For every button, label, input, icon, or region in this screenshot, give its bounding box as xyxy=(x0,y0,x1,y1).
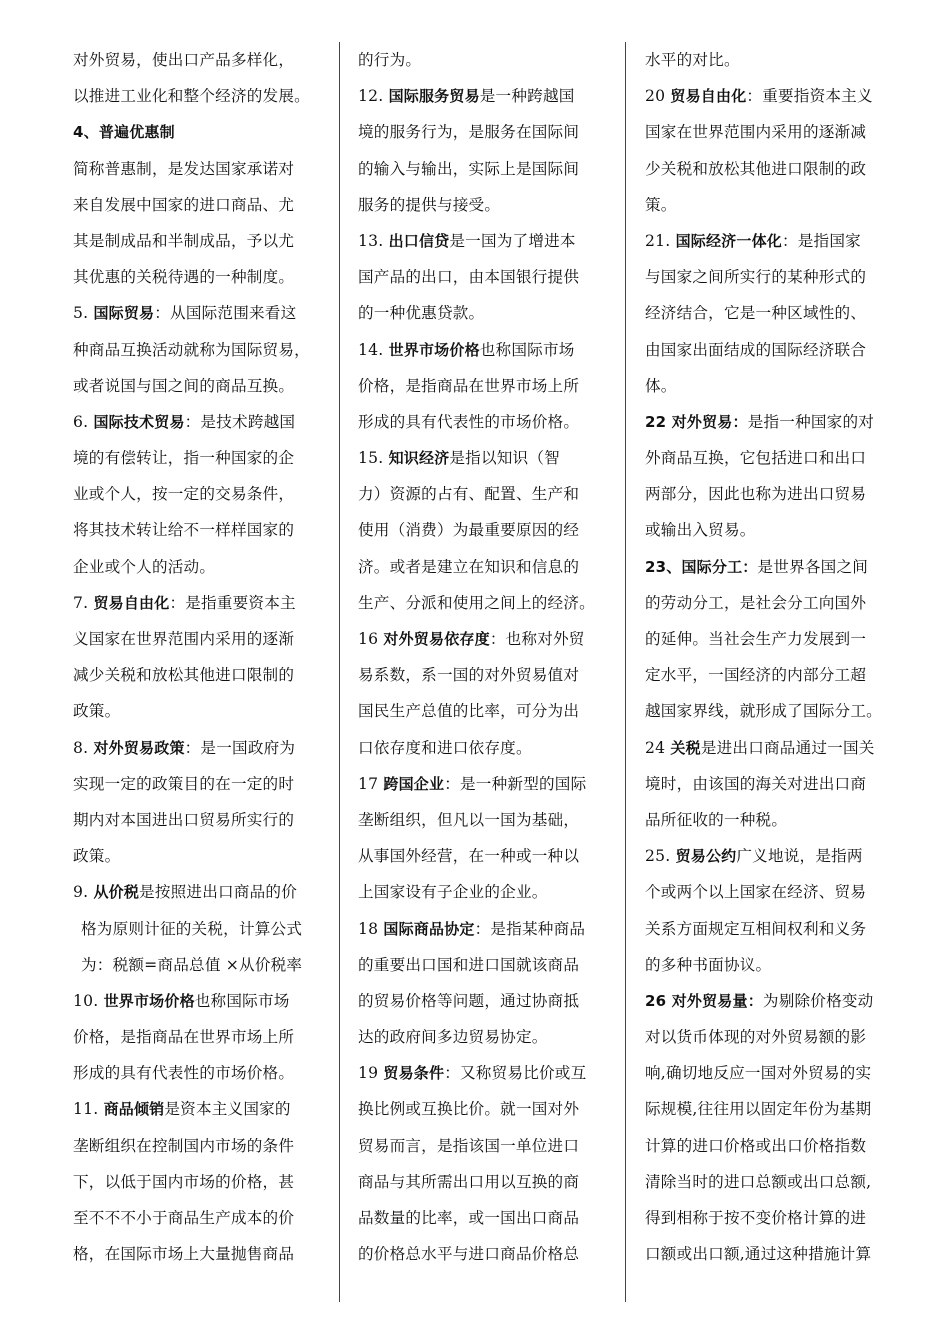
text-line xyxy=(358,78,608,114)
text-line xyxy=(358,585,608,621)
text-line xyxy=(358,983,608,1019)
text-line xyxy=(73,1164,323,1200)
text-line xyxy=(358,295,608,331)
text-line xyxy=(645,947,895,983)
line-prefix: 5. xyxy=(73,304,94,323)
text-line xyxy=(73,1055,323,1091)
line-text: 是一种跨越国 xyxy=(479,87,575,106)
text-line xyxy=(358,947,608,983)
text-line xyxy=(645,259,895,295)
line-text: ：是一种新型的国际 xyxy=(444,774,587,793)
text-line xyxy=(358,512,608,548)
line-text: 换比例或互换比价。就一国对外 xyxy=(358,1100,580,1119)
line-text: 国民生产总值的比率，可分为出 xyxy=(358,702,580,721)
line-text: 是按照进出口商品的价 xyxy=(139,883,297,902)
text-line xyxy=(358,368,608,404)
text-line xyxy=(645,911,895,947)
line-text: 下，以低于国内市场的价格，甚 xyxy=(73,1172,295,1191)
text-line xyxy=(73,766,323,802)
line-text: 境的有偿转让，指一种国家的企 xyxy=(73,449,295,468)
text-line xyxy=(73,947,323,983)
text-line xyxy=(358,838,608,874)
line-text: 的输入与输出，实际上是国际间 xyxy=(358,159,580,178)
text-line xyxy=(358,1200,608,1236)
line-text: 际规模,往往用以固定年份为基期 xyxy=(645,1100,872,1119)
text-column-1 xyxy=(73,42,323,1272)
line-text: 的价格总水平与进口商品价格总 xyxy=(358,1245,580,1264)
line-prefix: 19 xyxy=(358,1064,384,1083)
text-line xyxy=(73,151,323,187)
line-text: 义国家在世界范围内采用的逐渐 xyxy=(73,630,295,648)
text-line xyxy=(645,1200,895,1236)
line-prefix: 16 xyxy=(358,630,384,648)
line-text: 种商品互换活动就称为国际贸易， xyxy=(73,340,310,359)
text-line xyxy=(358,151,608,187)
term-heading: 对外贸易依存度 xyxy=(383,630,490,648)
text-line xyxy=(358,114,608,150)
line-text: 减少关税和放松其他进口限制的 xyxy=(73,666,295,685)
line-prefix: 25. xyxy=(645,847,676,866)
text-line xyxy=(645,1091,895,1127)
text-line xyxy=(358,621,608,657)
term-heading: 23、国际分工： xyxy=(645,557,758,576)
line-text: 期内对本国进出口贸易所实行的 xyxy=(73,810,295,829)
line-text: 两部分，因此也称为进出口贸易 xyxy=(645,485,867,504)
line-text: 策。 xyxy=(645,195,677,214)
line-prefix: 18 xyxy=(358,919,384,938)
line-text: 水平的对比。 xyxy=(645,51,740,69)
text-line xyxy=(358,1019,608,1055)
line-prefix: 11. xyxy=(73,1100,104,1119)
text-line xyxy=(358,1236,608,1272)
line-prefix: 13. xyxy=(358,231,389,250)
text-line xyxy=(645,585,895,621)
term-heading: 4、普遍优惠制 xyxy=(73,123,175,142)
line-text: 来自发展中国家的进口商品、尤 xyxy=(73,195,295,214)
line-text: 由国家出面结成的国际经济联合 xyxy=(645,340,867,359)
column-divider xyxy=(339,42,340,1302)
line-text: 价格，是指商品在世界市场上所 xyxy=(358,376,580,395)
line-text: 上国家设有子企业的企业。 xyxy=(358,883,548,902)
line-text: 定水平，一国经济的内部分工超 xyxy=(645,666,867,685)
term-heading: 世界市场价格 xyxy=(103,991,195,1010)
line-text: ：是指重要资本主 xyxy=(169,593,296,612)
line-text: 为：税额=商品总值 ×从价税率 xyxy=(81,955,303,974)
text-line xyxy=(73,911,323,947)
line-text: 政策。 xyxy=(73,702,121,721)
term-heading: 世界市场价格 xyxy=(388,340,480,359)
text-line xyxy=(73,404,323,440)
term-heading: 贸易自由化 xyxy=(670,87,747,106)
term-heading: 关税 xyxy=(670,738,701,757)
text-line xyxy=(358,440,608,476)
text-line xyxy=(73,259,323,295)
text-line xyxy=(73,1019,323,1055)
line-prefix: 14. xyxy=(358,340,389,359)
line-text: 是指以知识（智 xyxy=(449,449,560,468)
text-line xyxy=(73,295,323,331)
line-text: 的重要出口国和进口国就该商品 xyxy=(358,955,580,974)
line-prefix: 6. xyxy=(73,412,94,431)
text-line xyxy=(645,404,895,440)
text-line xyxy=(358,911,608,947)
line-prefix: 8. xyxy=(73,738,94,757)
text-line xyxy=(73,1236,323,1272)
line-text: 是进出口商品通过一国关 xyxy=(700,738,875,757)
text-line xyxy=(73,657,323,693)
line-text: 的行为。 xyxy=(358,51,422,69)
line-text: 或者说国与国之间的商品互换。 xyxy=(73,376,295,395)
line-text: 使用（消费）为最重要原因的经 xyxy=(358,521,580,540)
line-text: 与国家之间所实行的某种形式的 xyxy=(645,268,867,287)
text-line xyxy=(73,187,323,223)
line-text: 将其技术转让给不一样样国家的 xyxy=(73,521,295,540)
line-text: 格，在国际市场上大量抛售商品 xyxy=(73,1245,295,1264)
text-line xyxy=(645,1128,895,1164)
text-line xyxy=(645,512,895,548)
line-text: ：是一国政府为 xyxy=(184,738,296,757)
text-line xyxy=(73,585,323,621)
text-line xyxy=(645,440,895,476)
text-line xyxy=(73,983,323,1019)
text-line xyxy=(73,368,323,404)
text-line xyxy=(645,332,895,368)
text-line xyxy=(73,114,323,150)
text-line xyxy=(358,766,608,802)
line-text: 国家在世界范围内采用的逐渐减 xyxy=(645,123,867,142)
line-text: 体。 xyxy=(645,376,677,395)
term-heading: 对外贸易政策 xyxy=(93,738,185,757)
line-prefix: 12. xyxy=(358,87,389,106)
term-heading: 跨国企业 xyxy=(383,774,445,793)
line-text: 简称普惠制，是发达国家承诺对 xyxy=(73,159,295,178)
line-text: 也称国际市场 xyxy=(479,340,575,359)
line-prefix: 10. xyxy=(73,991,104,1010)
line-text: 得到相称于按不变价格计算的进 xyxy=(645,1209,867,1227)
text-line xyxy=(645,151,895,187)
text-line xyxy=(73,440,323,476)
text-line xyxy=(645,838,895,874)
text-line xyxy=(645,114,895,150)
line-text: ：重要指资本主义 xyxy=(746,87,873,106)
line-text: 为剔除价格变动 xyxy=(762,991,874,1010)
line-text: ：是指国家 xyxy=(781,231,861,250)
line-text: 其优惠的关税待遇的一种制度。 xyxy=(73,268,295,287)
line-text: 形成的具有代表性的市场价格。 xyxy=(358,412,580,431)
line-text: 服务的提供与接受。 xyxy=(358,195,501,214)
text-line xyxy=(645,1164,895,1200)
line-text: 济。或者是建立在知识和信息的 xyxy=(358,557,580,576)
line-text: 经济结合，它是一种区域性的、 xyxy=(645,304,867,323)
text-line xyxy=(358,1091,608,1127)
line-text: 其是制成品和半制成品，予以尤 xyxy=(73,231,295,250)
text-line xyxy=(358,693,608,729)
text-line xyxy=(645,187,895,223)
term-heading: 22 对外贸易： xyxy=(645,412,748,431)
line-text: 个或两个以上国家在经济、贸易 xyxy=(645,883,867,902)
text-line xyxy=(358,332,608,368)
text-line xyxy=(645,476,895,512)
text-line xyxy=(73,1091,323,1127)
text-line xyxy=(358,1055,608,1091)
text-line xyxy=(358,874,608,910)
term-heading: 出口信贷 xyxy=(388,231,450,250)
line-text: 的一种优惠贷款。 xyxy=(358,304,485,323)
text-line xyxy=(358,187,608,223)
term-heading: 26 对外贸易量： xyxy=(645,991,763,1010)
line-text: ：是技术跨越国 xyxy=(184,412,296,431)
term-heading: 贸易条件 xyxy=(383,1064,445,1083)
text-line xyxy=(73,621,323,657)
text-line xyxy=(645,1019,895,1055)
line-text: 口依存度和进口依存度。 xyxy=(358,738,532,757)
text-line xyxy=(645,42,895,78)
text-line xyxy=(73,730,323,766)
line-text: 的多种书面协议。 xyxy=(645,955,772,974)
text-line xyxy=(645,766,895,802)
text-line xyxy=(645,549,895,585)
term-heading: 从价税 xyxy=(93,883,140,902)
line-text: 是一国为了增进本 xyxy=(449,231,576,250)
text-line xyxy=(73,693,323,729)
line-text: 外商品互换，它包括进口和出口 xyxy=(645,449,867,468)
line-text: 商品与其所需出口用以互换的商 xyxy=(358,1172,580,1191)
line-text: 对外贸易，使出口产品多样化， xyxy=(73,51,295,69)
text-line xyxy=(645,368,895,404)
line-text: 是世界各国之间 xyxy=(757,557,869,576)
term-heading: 贸易自由化 xyxy=(93,593,170,612)
line-text: 品数量的比率，或一国出口商品 xyxy=(358,1209,580,1227)
text-line xyxy=(73,42,323,78)
text-line xyxy=(358,1128,608,1164)
term-heading: 国际技术贸易 xyxy=(93,412,185,431)
text-line xyxy=(358,42,608,78)
line-text: 垄断组织在控制国内市场的条件 xyxy=(73,1136,295,1155)
line-text: 越国家界线，就形成了国际分工。 xyxy=(645,702,882,721)
text-line xyxy=(73,223,323,259)
line-text: 少关税和放松其他进口限制的政 xyxy=(645,159,867,178)
text-line xyxy=(645,223,895,259)
line-text: 响,确切地反应一国对外贸易的实 xyxy=(645,1064,872,1083)
term-heading: 国际服务贸易 xyxy=(388,87,480,106)
text-line xyxy=(645,983,895,1019)
text-line xyxy=(358,549,608,585)
line-prefix: 9. xyxy=(73,883,94,902)
line-text: ：也称对外贸 xyxy=(489,630,585,648)
text-line xyxy=(645,78,895,114)
term-heading: 国际商品协定 xyxy=(383,919,475,938)
text-line xyxy=(358,802,608,838)
line-text: 对以货币体现的对外贸易额的影 xyxy=(645,1028,867,1047)
text-line xyxy=(73,78,323,114)
line-text: ：又称贸易比价或互 xyxy=(444,1064,587,1083)
line-text: 从事国外经营，在一种或一种以 xyxy=(358,847,580,866)
line-text: 力）资源的占有、配置、生产和 xyxy=(358,485,580,504)
line-text: 关系方面规定互相间权利和义务 xyxy=(645,919,867,938)
line-text: 是资本主义国家的 xyxy=(164,1100,291,1119)
line-text: 以推进工业化和整个经济的发展。 xyxy=(73,87,310,106)
text-column-3 xyxy=(645,42,895,1272)
line-text: 计算的进口价格或出口价格指数 xyxy=(645,1136,867,1155)
text-line xyxy=(73,1200,323,1236)
text-line xyxy=(645,1236,895,1272)
line-text: 国产品的出口，由本国银行提供 xyxy=(358,268,580,287)
line-text: 境的服务行为，是服务在国际间 xyxy=(358,123,580,142)
line-text: 实现一定的政策目的在一定的时 xyxy=(73,774,295,793)
text-line xyxy=(73,332,323,368)
text-line xyxy=(73,549,323,585)
line-text: 形成的具有代表性的市场价格。 xyxy=(73,1064,295,1083)
line-text: 的贸易价格等问题，通过协商抵 xyxy=(358,991,580,1010)
line-prefix: 24 xyxy=(645,738,671,757)
column-divider xyxy=(625,42,626,1302)
text-line xyxy=(645,802,895,838)
text-line xyxy=(358,404,608,440)
line-text: 品所征收的一种税。 xyxy=(645,810,788,829)
line-text: 是指一种国家的对 xyxy=(747,412,875,431)
line-text: 清除当时的进口总额或出口总额, xyxy=(645,1172,872,1191)
text-line xyxy=(73,838,323,874)
line-text: ：是指某种商品 xyxy=(474,919,586,938)
text-line xyxy=(645,874,895,910)
line-text: 广义地说，是指两 xyxy=(736,847,863,866)
term-heading: 国际经济一体化 xyxy=(675,231,782,250)
text-line xyxy=(73,476,323,512)
text-line xyxy=(645,295,895,331)
line-text: 境时，由该国的海关对进出口商 xyxy=(645,774,867,793)
text-line xyxy=(645,693,895,729)
line-text: 生产、分派和使用之间上的经济。 xyxy=(358,593,595,612)
line-text: 企业或个人的活动。 xyxy=(73,557,216,576)
text-column-2 xyxy=(358,42,608,1272)
text-line xyxy=(645,1055,895,1091)
line-text: 至不不不小于商品生产成本的价 xyxy=(73,1209,295,1227)
term-heading: 知识经济 xyxy=(388,449,450,468)
text-line xyxy=(358,657,608,693)
line-prefix: 17 xyxy=(358,774,384,793)
text-line xyxy=(645,657,895,693)
text-line xyxy=(358,1164,608,1200)
text-line xyxy=(645,730,895,766)
text-line xyxy=(358,476,608,512)
line-text: 业或个人，按一定的交易条件， xyxy=(73,485,295,504)
text-line xyxy=(645,621,895,657)
text-line xyxy=(358,223,608,259)
term-heading: 贸易公约 xyxy=(675,847,737,866)
line-prefix: 20 xyxy=(645,87,671,106)
line-text: ：从国际范围来看这 xyxy=(154,304,297,323)
line-text: 政策。 xyxy=(73,847,121,866)
text-line xyxy=(73,1128,323,1164)
line-text: 的劳动分工，是社会分工向国外 xyxy=(645,593,867,612)
line-text: 格为原则计征的关税，计算公式 xyxy=(81,919,303,938)
text-line xyxy=(73,512,323,548)
line-prefix: 15. xyxy=(358,449,389,468)
text-line xyxy=(73,874,323,910)
line-text: 易系数，系一国的对外贸易值对 xyxy=(358,666,580,685)
line-prefix: 7. xyxy=(73,593,94,612)
term-heading: 商品倾销 xyxy=(103,1100,165,1119)
line-text: 贸易而言，是指该国一单位进口 xyxy=(358,1136,580,1155)
line-text: 的延伸。当社会生产力发展到一 xyxy=(645,630,867,648)
line-text: 垄断组织，但凡以一国为基础， xyxy=(358,810,580,829)
text-line xyxy=(358,259,608,295)
line-prefix: 21. xyxy=(645,231,676,250)
line-text: 口额或出口额,通过这种措施计算 xyxy=(645,1245,872,1264)
text-line xyxy=(73,802,323,838)
term-heading: 国际贸易 xyxy=(93,304,155,323)
text-line xyxy=(358,730,608,766)
line-text: 达的政府间多边贸易协定。 xyxy=(358,1028,548,1047)
line-text: 也称国际市场 xyxy=(194,991,290,1010)
line-text: 价格，是指商品在世界市场上所 xyxy=(73,1028,295,1047)
line-text: 或输出入贸易。 xyxy=(645,521,756,540)
